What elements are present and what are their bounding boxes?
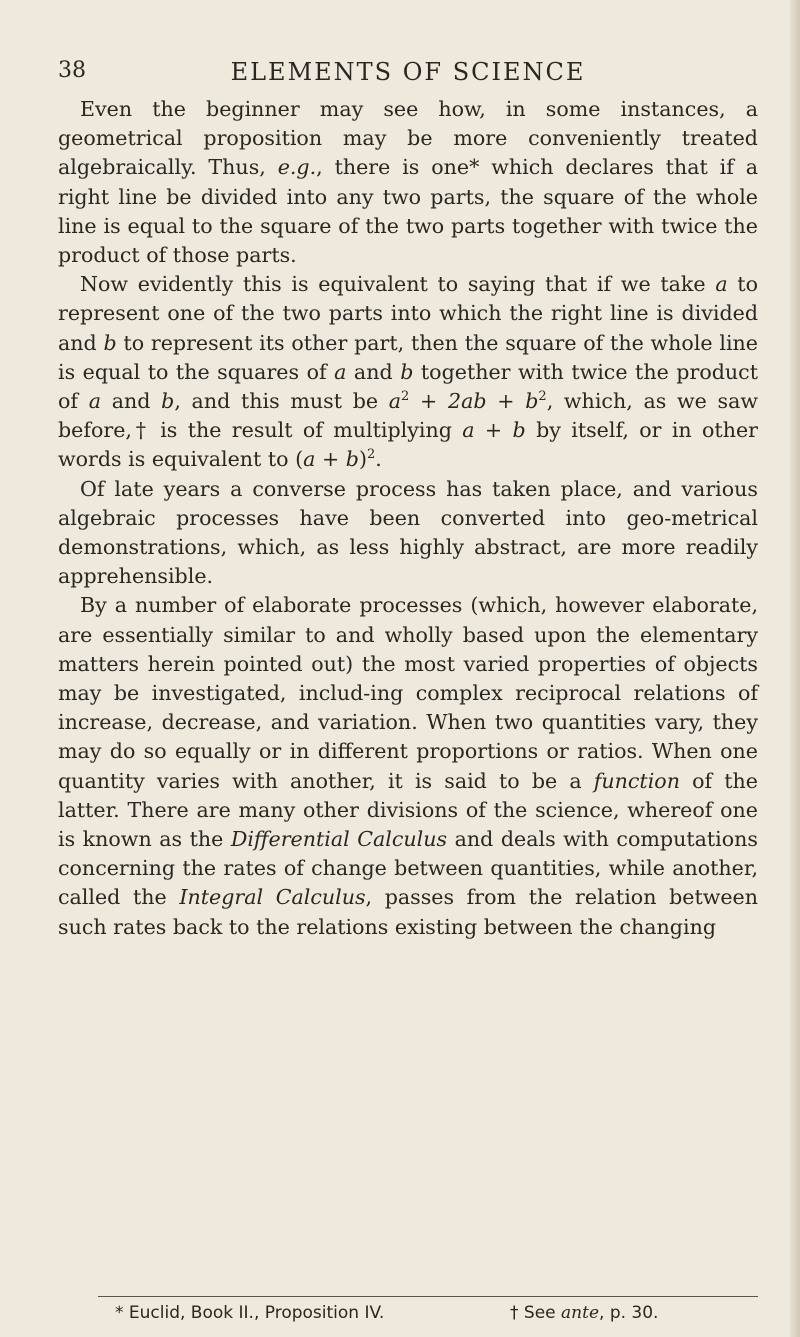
text-run: to represent its other part, then the square of the whole line is equal to the squares of — [58, 330, 758, 384]
text-run: , there is one* which declares that if a right line be divided into any two parts, the square of the whole line is equal to the square of the two parts together with twice the product of those parts. — [58, 155, 758, 268]
text-run: and — [346, 359, 401, 384]
page-header — [58, 58, 758, 94]
page-edge — [790, 0, 800, 1337]
italic-text: b — [400, 359, 414, 384]
body-text — [58, 95, 758, 942]
text-run: Of late years a converse process has taken place, and various algebraic processes have been converted into geo-metrical demonstrations, which, as less highly abstract, are more readily apprehensible. — [58, 476, 758, 589]
text-run: by itself, or in other words is equivalent to ( — [58, 418, 758, 472]
text-run: + — [486, 389, 526, 414]
italic-text: a — [388, 389, 402, 414]
italic-text: a — [715, 272, 728, 297]
text-run: , and this must be — [174, 389, 389, 414]
superscript: 2 — [401, 389, 410, 405]
text-run: and — [101, 389, 162, 414]
footnote-prefix: † See — [510, 1303, 562, 1323]
footnote-euclid: * Euclid, Book II., Proposition IV. — [115, 1303, 385, 1323]
superscript: 2 — [367, 447, 376, 463]
italic-text: 2ab — [447, 389, 487, 414]
italic-text: b — [512, 418, 526, 443]
italic-text: b — [161, 389, 175, 414]
italic-text: a — [88, 389, 101, 414]
text-run: to represent one of the two parts into which the right line is divided and — [58, 272, 758, 355]
text-run: Even the beginner may see how, in some instances, a geometrical proposition may be more conveniently treated algebraically. Thus, — [58, 97, 758, 180]
text-run: , which, as we saw before,† is the result of multiplying — [58, 389, 758, 443]
running-title: ELEMENTS OF SCIENCE — [230, 58, 586, 86]
italic-text: a — [334, 359, 347, 384]
text-run: together with twice the product of — [58, 359, 758, 414]
footnote-see-ante — [510, 1303, 658, 1323]
superscript: 2 — [538, 389, 547, 405]
footnote-italic: ante — [561, 1303, 600, 1323]
italic-text: b — [345, 447, 359, 472]
text-run: By a number of elaborate processes (which, however elaborate, are essentially similar to and wholly based upon the elementary matters herein pointed out) the most varied properties of objects may be investigated, includ-ing complex reciprocal relations of increase, decrease, and variation. When two quantities vary, they may do so equally or in different proportions or ratios. When one quantity varies with another, it is said to be a — [58, 593, 758, 793]
italic-text: Differential Calculus — [230, 827, 448, 852]
italic-text: function — [593, 768, 680, 793]
text-run: + — [409, 389, 448, 414]
italic-text: Integral Calculus — [179, 885, 366, 910]
paragraph — [58, 270, 758, 474]
italic-text: a — [303, 447, 316, 472]
text-run: . — [375, 447, 382, 472]
text-run: ) — [358, 447, 367, 472]
text-run: of the latter. There are many other divisions of the science, whereof one is known as the — [58, 768, 758, 852]
italic-text: b — [103, 330, 117, 355]
paragraph — [58, 95, 758, 270]
text-run: + — [474, 418, 513, 443]
italic-text: a — [462, 418, 475, 443]
footnote-divider — [98, 1296, 758, 1297]
italic-text: b — [525, 389, 539, 414]
text-run: + — [315, 447, 346, 472]
page-number: 38 — [58, 58, 86, 83]
italic-text: e.g. — [277, 155, 317, 180]
paragraph — [58, 475, 758, 592]
text-run: , passes from the relation between such rates back to the relations existing between the changing — [58, 885, 758, 939]
paragraph — [58, 591, 758, 941]
text-run: and deals with computations concerning the rates of change between quantities, while another, called the — [58, 827, 758, 910]
footnote-suffix: , p. 30. — [599, 1303, 659, 1323]
text-run: Now evidently this is equivalent to saying that if we take — [80, 272, 716, 297]
